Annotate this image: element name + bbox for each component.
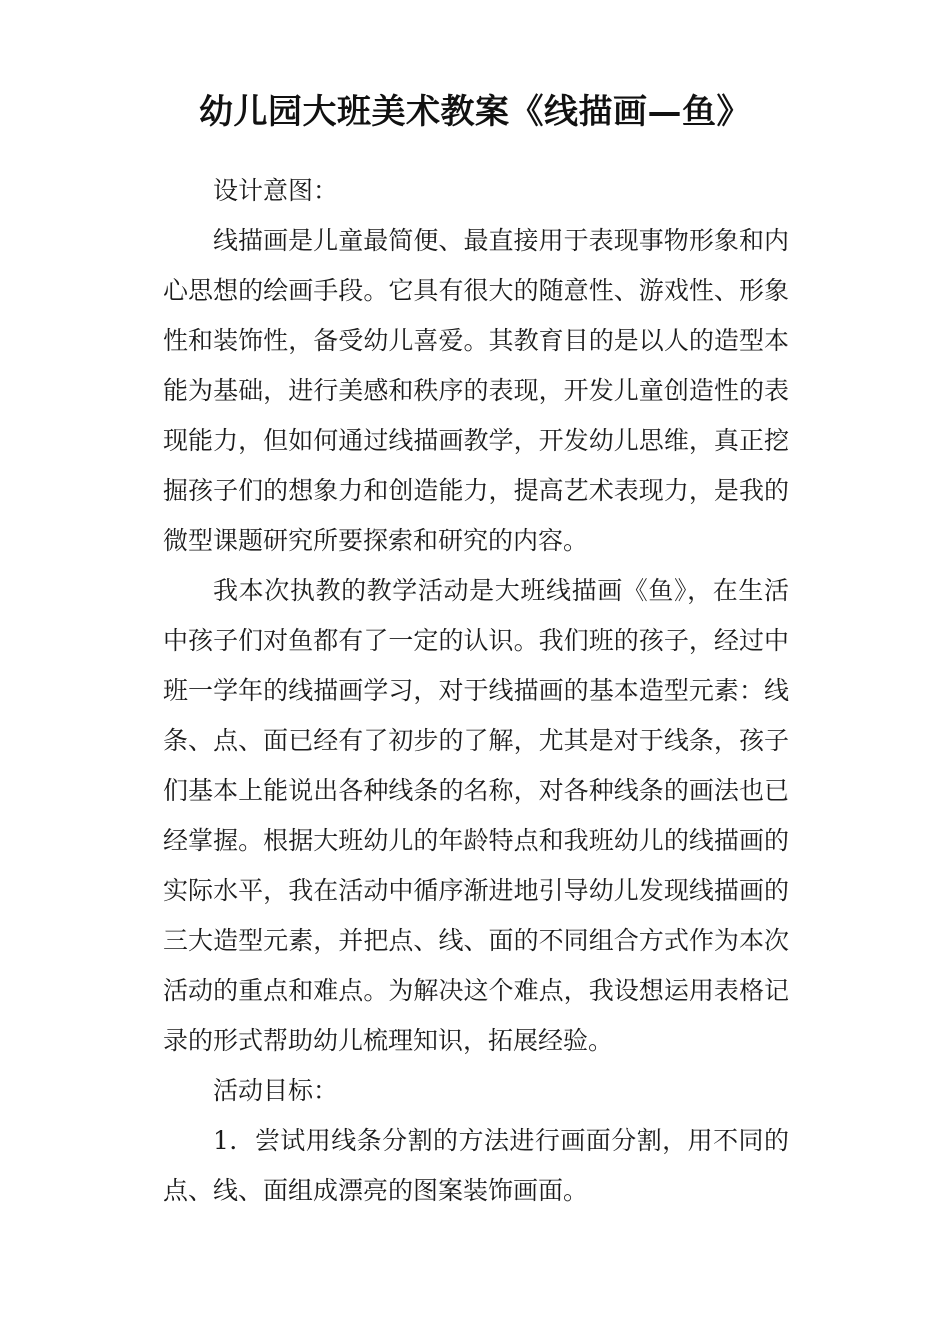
paragraph-design-intent-text: 线描画是儿童最简便、最直接用于表现事物形象和内心思想的绘画手段。它具有很大的随意性、游戏性、形象性和装饰性，备受幼儿喜爱。其教育目的是以人的造型本能为基础，进行美感和秩序的表现，开发儿童创造性的表现能力，但如何通过线描画教学，开发幼儿思维，真正挖掘孩子们的想象力和创造能力，提高艺术表现力，是我的微型课题研究所要探索和研究的内容。 (163, 226, 789, 555)
document-body (163, 166, 789, 1216)
paragraph-design-intent-heading: 设计意图： (213, 176, 339, 205)
paragraph-goal-1: 1．尝试用线条分割的方法进行画面分割，用不同的点、线、面组成漂亮的图案装饰画面。 (163, 1126, 789, 1205)
document-title: 幼儿园大班美术教案《线描画—鱼》 (199, 92, 751, 132)
paragraph-activity-background: 我本次执教的教学活动是大班线描画《鱼》，在生活中孩子们对鱼都有了一定的认识。我们班的孩子，经过中班一学年的线描画学习，对于线描画的基本造型元素：线条、点、面已经有了初步的了解，尤其是对于线条，孩子们基本上能说出各种线条的名称，对各种线条的画法也已经掌握。根据大班幼儿的年龄特点和我班幼儿的线描画的实际水平，我在活动中循序渐进地引导幼儿发现线描画的三大造型元素，并把点、线、面的不同组合方式作为本次活动的重点和难点。为解决这个难点，我设想运用表格记录的形式帮助幼儿梳理知识，拓展经验。 (163, 576, 789, 1055)
paragraph-activity-goals-heading: 活动目标： (213, 1076, 339, 1105)
